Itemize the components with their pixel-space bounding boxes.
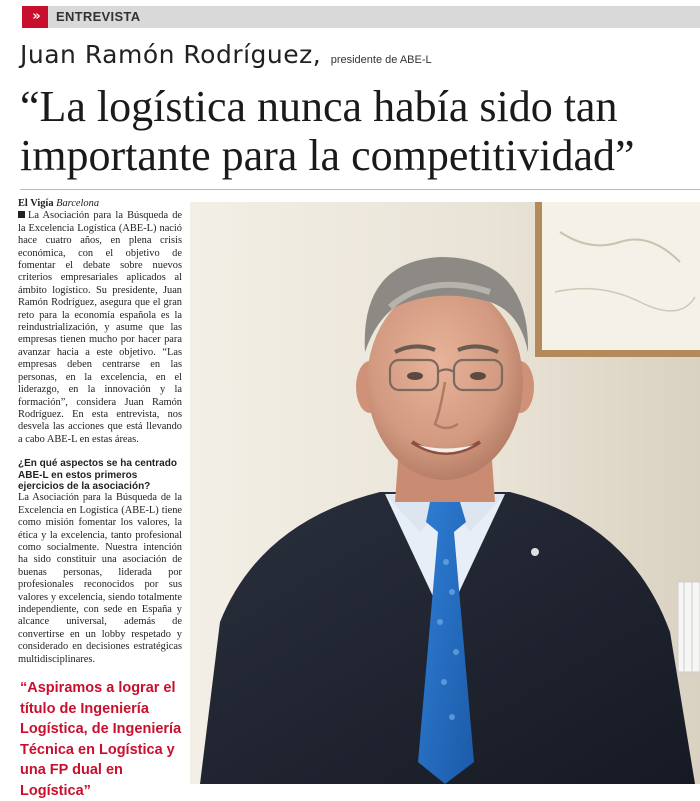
- dateline: [18, 198, 182, 210]
- double-chevron-right-icon: »: [22, 6, 48, 28]
- headline: “La logística nunca había sido tan importante para la competitividad”: [20, 82, 635, 180]
- dateline-source: El Vigía: [18, 198, 54, 209]
- square-bullet-icon: [18, 211, 25, 218]
- interview-answer: La Asociación para la Búsqueda de la Excelencia en Logística (ABE-L) tiene como misión fomentar los valores, la ética y la excelencia, tanto profesional como socialmente. Nuestra intención ha sido constituir una asociación de buenas personas, liderada por profesionales reconocidos por sus valores y excelencia, siendo totalmente independiente, con sede en España y alcance universal, además de convertirse en un lobby respetado y considerado en decisiones estratégicas multidisciplinares.: [18, 492, 182, 665]
- byline: [20, 40, 432, 69]
- section-label: ENTREVISTA: [56, 9, 141, 24]
- pull-quote: “Aspiramos a lograr el título de Ingeniería Logística, de Ingeniería Técnica en Logística y una FP dual en Logística”: [20, 680, 182, 799]
- headline-divider: [20, 189, 700, 190]
- interview-question: ¿En qué aspectos se ha centrado ABE-L en estos primeros ejercicios de la asociación?: [18, 458, 177, 492]
- intro-text: La Asociación para la Búsqueda de la Excelencia Logística (ABE-L) nació hace cuatro años, en plena crisis económica, con el objetivo de fomentar el debate sobre nuevos criterios empresariales aplicados al ámbito logístico. Su presidente, Juan Ramón Rodríguez, asegura que el gran reto para la economía española es la reindustrialización, y asume que las empresas tienen mucho por hacer para avanzar hacia a este objetivo. “Las empresas deben centrarse en las personas, en la excelencia, en el liderazgo, en la innovación y la formación”, considera Juan Ramón Rodríguez. En esta entrevista, nos desvela las acciones que está llevando a cabo ABE-L en estas áreas.: [18, 210, 182, 445]
- article-text-column: [18, 198, 182, 666]
- interviewee-role: presidente de ABE-L: [330, 54, 432, 66]
- section-bar: [22, 6, 700, 28]
- portrait-illustration: [190, 202, 700, 784]
- byline-comma: ,: [312, 40, 321, 69]
- interviewee-name: Juan Ramón Rodríguez: [20, 40, 313, 69]
- dateline-city: Barcelona: [56, 198, 100, 209]
- interviewee-photo: [190, 202, 700, 784]
- intro-paragraph: [18, 210, 182, 446]
